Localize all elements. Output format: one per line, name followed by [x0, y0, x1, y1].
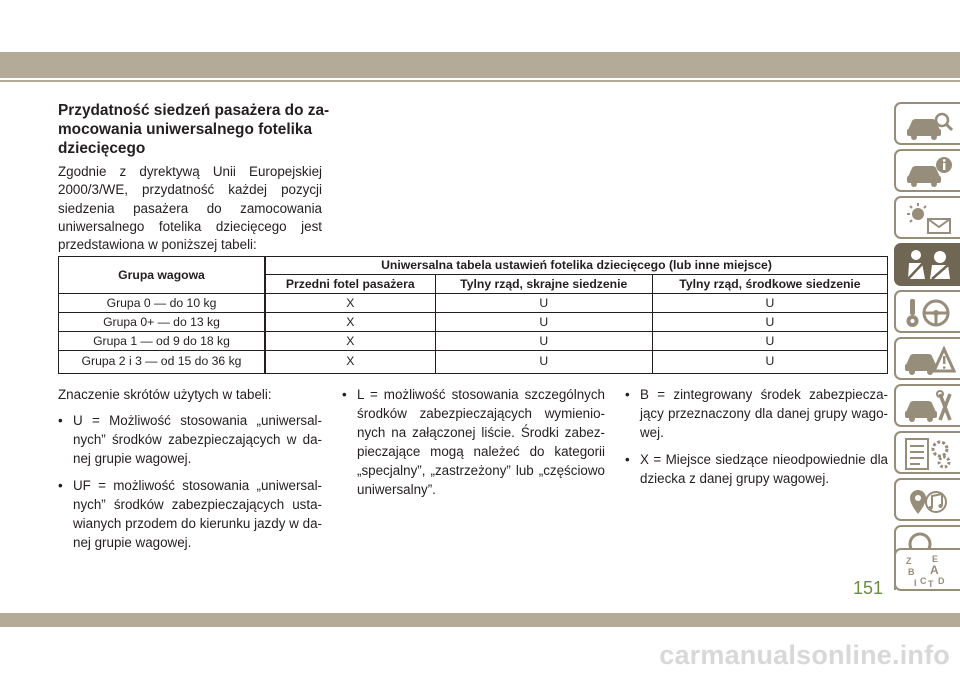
- car-info-icon: [904, 155, 956, 189]
- group-cell: Grupa 2 i 3 — od 15 do 36 kg: [59, 351, 266, 374]
- value-cell: U: [652, 332, 887, 351]
- tab-index-letters[interactable]: [894, 548, 960, 591]
- legend-item: [342, 385, 605, 499]
- value-cell: U: [435, 351, 652, 374]
- value-cell: U: [652, 351, 887, 374]
- table-row: [59, 313, 888, 332]
- tab-vehicle-info[interactable]: [894, 149, 960, 192]
- header-rule: [0, 80, 960, 82]
- legend-column-3: [625, 385, 888, 496]
- legend-item: [58, 411, 322, 468]
- child-seat-table: [58, 256, 888, 374]
- index-letter: A: [930, 563, 939, 577]
- col-header-rear-center: Tylny rząd, środkowe siedzenie: [652, 275, 887, 294]
- section-heading: Przydatność siedzeń pasażera do za-mocowania uniwersalnego fotelika dziecięcego: [58, 102, 330, 157]
- tab-multimedia[interactable]: [894, 478, 960, 521]
- value-cell: U: [652, 294, 887, 313]
- legend-item-text: UF = możliwość stosowania „uniwersal-nych” środków zabezpieczających usta-wianych przodem do kierunku jazdy w da-nej grupie wagowej.: [73, 478, 322, 550]
- value-cell: U: [435, 294, 652, 313]
- legend-column-2: [342, 385, 605, 507]
- legend-item-text: X = Miejsce siedzące nieodpowiednie dla dziecka z danej grupy wagowej.: [640, 452, 888, 486]
- legend-column-1: [58, 385, 322, 560]
- car-tools-icon: [904, 390, 956, 424]
- intro-paragraph: Zgodnie z dyrektywą Unii Europejskiej 2000/3/WE, przydatność każdej pozycji siedzenia pasażera do zamocowania uniwersalnego fotelika dziecięcego jest przedstawiona w poniższej tabeli:: [58, 164, 322, 253]
- index-letter: Z: [906, 556, 912, 566]
- index-letter: D: [938, 576, 945, 586]
- legend-item: [625, 450, 888, 488]
- tab-vehicle-overview[interactable]: [894, 102, 960, 145]
- car-warning-triangle-icon: [904, 343, 956, 377]
- group-cell: Grupa 0 — do 10 kg: [59, 294, 266, 313]
- legend-item-text: U = Możliwość stosowania „uniwersal-nych” środków zabezpieczających w da-nej grupie wagowej.: [73, 413, 322, 466]
- legend-item-text: L = możliwość stosowania szczególnych środków zabezpieczających wymienio-nych na załączonej liście. Środki zabez-pieczające mogą należeć do kategorii „specjalny”, „zastrzeżony” lub „częściowo uniwersalny”.: [357, 387, 605, 497]
- tab-maintenance[interactable]: [894, 384, 960, 427]
- warning-light-message-icon: [904, 202, 956, 236]
- legend-intro: Znaczenie skrótów użytych w tabeli:: [58, 387, 272, 402]
- col-header-rear-outer: Tylny rząd, skrajne siedzenie: [435, 275, 652, 294]
- span-header: Uniwersalna tabela ustawień fotelika dziecięcego (lub inne miejsce): [265, 257, 888, 275]
- legend-item-text: B = zintegrowany środek zabezpiecza-jący przeznaczony dla danej grupy wago-wej.: [640, 387, 888, 440]
- index-letters-icon: [904, 554, 956, 588]
- value-cell: U: [652, 313, 887, 332]
- bullet: •: [625, 452, 630, 467]
- bullet: •: [625, 387, 630, 402]
- airbag-seatbelt-icon: [904, 249, 956, 283]
- footer-band: [0, 613, 960, 627]
- group-cell: Grupa 0+ — do 13 kg: [59, 313, 266, 332]
- value-cell: X: [265, 332, 435, 351]
- header-band: [0, 52, 960, 78]
- table-row: [59, 351, 888, 374]
- value-cell: U: [435, 313, 652, 332]
- tab-safety[interactable]: [894, 243, 960, 286]
- index-letter: B: [908, 567, 915, 577]
- index-letter: T: [928, 579, 934, 588]
- value-cell: X: [265, 313, 435, 332]
- tab-warning-lights[interactable]: [894, 196, 960, 239]
- index-letter: E: [932, 554, 939, 564]
- legend-item: [58, 476, 322, 552]
- index-letter: I: [914, 578, 917, 588]
- col-header-front: Przedni fotel pasażera: [265, 275, 435, 294]
- specs-gears-icon: [904, 437, 956, 471]
- value-cell: X: [265, 351, 435, 374]
- multimedia-icon: [904, 484, 956, 518]
- tab-starting-driving[interactable]: [894, 290, 960, 333]
- bullet: •: [58, 413, 63, 428]
- group-cell: Grupa 1 — od 9 do 18 kg: [59, 332, 266, 351]
- group-header: Grupa wagowa: [59, 257, 266, 294]
- watermark: carmanualsonline.info: [659, 640, 950, 670]
- car-magnifier-icon: [904, 108, 956, 142]
- value-cell: U: [435, 332, 652, 351]
- value-cell: X: [265, 294, 435, 313]
- tab-emergency[interactable]: [894, 337, 960, 380]
- table-row: [59, 332, 888, 351]
- legend-item: [625, 385, 888, 442]
- bullet: •: [58, 478, 63, 493]
- table-row: [59, 294, 888, 313]
- tab-technical-specs[interactable]: [894, 431, 960, 474]
- page-number: 151: [853, 578, 884, 598]
- bullet: •: [342, 387, 347, 402]
- index-letter: C: [920, 576, 927, 586]
- key-steering-wheel-icon: [904, 296, 956, 330]
